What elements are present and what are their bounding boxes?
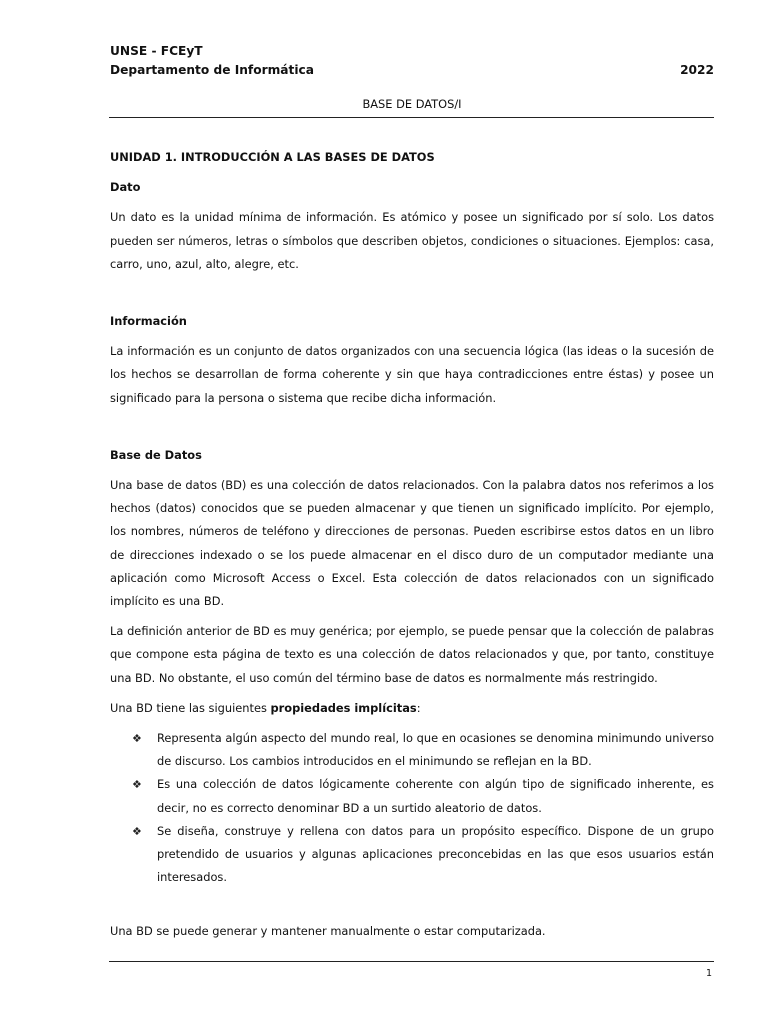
institution-name: UNSE - FCEyT bbox=[110, 44, 203, 58]
properties-intro-bold: propiedades implícitas bbox=[270, 700, 417, 715]
paragraph-closing: Una BD se puede generar y mantener manualmente o estar computarizada. bbox=[110, 924, 546, 939]
header-year: 2022 bbox=[680, 63, 714, 77]
footer-divider bbox=[109, 961, 714, 962]
diamond-bullet-icon: ❖ bbox=[132, 732, 142, 746]
properties-list bbox=[110, 727, 714, 889]
section-heading-base-de-datos: Base de Datos bbox=[110, 447, 202, 462]
paragraph-bd-definition: Una base de datos (BD) es una colección de datos relacionados. Con la palabra datos nos referimos a los hechos (datos) conocidos que se pueden almacenar y que tienen un significado implícito. Por ejemplo, los nombres, números de teléfono y direcciones de personas. Pueden escribirse estos datos en un libro de direcciones indexado o se los puede almacenar en el disco duro de un computador mediante una aplicación como Microsoft Access o Excel. Esta colección de datos relacionados con un significado implícito es una BD. bbox=[110, 478, 714, 609]
header-left bbox=[110, 42, 314, 80]
paragraph-dato: Un dato es la unidad mínima de información. Es atómico y posee un significado por sí solo. Los datos pueden ser números, letras o símbolos que describen objetos, condiciones o situaciones. Ejemplos: casa, carro, uno, azul, alto, alegre, etc. bbox=[110, 210, 714, 271]
header-divider bbox=[109, 117, 714, 118]
list-item bbox=[110, 773, 714, 819]
paragraph-properties-intro bbox=[110, 697, 714, 720]
paragraph-informacion: La información es un conjunto de datos organizados con una secuencia lógica (las ideas o la sucesión de los hechos se desarrollan de forma coherente y sin que haya contradicciones entre éstas) y posee un significado para la persona o sistema que recibe dicha información. bbox=[110, 344, 714, 405]
property-text: Es una colección de datos lógicamente coherente con algún tipo de significado inherente, es decir, no es correcto denominar BD a un surtido aleatorio de datos. bbox=[157, 777, 714, 815]
document-body bbox=[110, 146, 714, 944]
property-text: Representa algún aspecto del mundo real, lo que en ocasiones se denomina minimundo universo de discurso. Los cambios introducidos en el minimundo se reflejan en la BD. bbox=[157, 731, 714, 769]
list-item bbox=[110, 727, 714, 773]
section-heading-informacion: Información bbox=[110, 314, 187, 329]
list-item bbox=[110, 820, 714, 890]
diamond-bullet-icon: ❖ bbox=[132, 824, 142, 838]
property-text: Se diseña, construye y rellena con datos para un propósito específico. Dispone de un grupo pretendido de usuarios y algunas aplicaciones preconcebidas en las que esos usuarios están interesados. bbox=[157, 823, 714, 885]
properties-intro-text: Una BD tiene las siguientes bbox=[110, 700, 271, 715]
page-number: 1 bbox=[705, 968, 712, 979]
paragraph-bd-generic: La definición anterior de BD es muy genérica; por ejemplo, se puede pensar que la colección de palabras que compone esta página de texto es una colección de datos relacionados y que, por tanto, constituye una BD. No obstante, el uso común del término base de datos es normalmente más restringido. bbox=[110, 624, 714, 685]
unit-title: UNIDAD 1. INTRODUCCIÓN A LAS BASES DE DATOS bbox=[110, 150, 435, 164]
diamond-bullet-icon: ❖ bbox=[132, 778, 142, 792]
subject-title: BASE DE DATOS/I bbox=[362, 97, 462, 111]
department-name: Departamento de Informática bbox=[110, 63, 314, 77]
properties-intro-colon: : bbox=[416, 700, 421, 715]
section-heading-dato: Dato bbox=[110, 180, 141, 195]
